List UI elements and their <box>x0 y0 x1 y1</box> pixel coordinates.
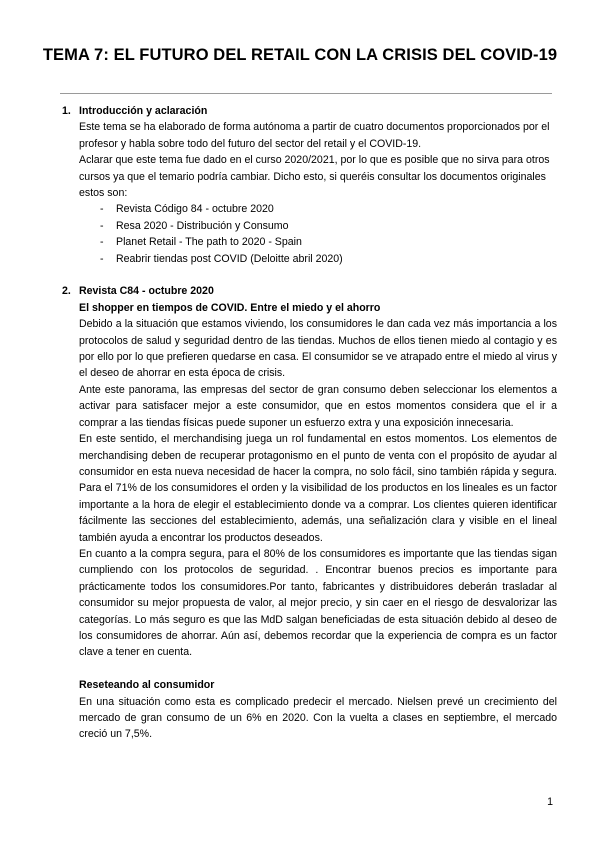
title-divider <box>60 93 552 94</box>
subsection-heading: El shopper en tiempos de COVID. Entre el miedo y el ahorro <box>79 301 381 314</box>
paragraph: Este tema se ha elaborado de forma autónoma a partir de cuatro documentos proporcionados por el profesor y habla sobre todo del futuro del sector del retail y el COVID-19. <box>79 121 550 150</box>
list-item: - Revista Código 84 - octubre 2020 <box>116 201 557 217</box>
page-title: TEMA 7: EL FUTURO DEL RETAIL CON LA CRISIS DEL COVID-19 <box>42 46 558 64</box>
page-number: 1 <box>547 796 553 808</box>
paragraph: Aclarar que este tema fue dado en el curso 2020/2021, por lo que es posible que no sirva para otros cursos ya que el temario podría cambiar. Dicho esto, si queréis consultar los documentos originales estos son: <box>79 154 550 200</box>
paragraph: En una situación como esta es complicado predecir el mercado. Nielsen prevé un crecimiento del mercado de gran consumo de un 6% en 2020. Con la vuelta a clases en septiembre, el mercado creció un 7,5%. <box>79 695 557 741</box>
subsection-heading: Reseteando al consumidor <box>79 679 215 692</box>
section-heading: Introducción y aclaración <box>79 105 208 117</box>
section-heading: Revista C84 - octubre 2020 <box>79 285 214 298</box>
document-body <box>62 103 557 743</box>
list-item: - Reabrir tiendas post COVID (Deloitte abril 2020) <box>116 251 557 267</box>
section-number: 2. <box>62 285 71 298</box>
section-number: 1. <box>62 105 71 117</box>
paragraph: En cuanto a la compra segura, para el 80% de los consumidores es importante que las tiendas sigan cumpliendo con los protocolos de seguridad. . Encontrar buenos precios es importante para prácticamente todos los consumidores.Por tanto, fabricantes y distribuidores deberán trasladar al consumidor su mejor propuesta de valor, al mejor precio, y sin caer en el riesgo de desvalorizar las categorías. Lo más seguro es que las MdD salgan beneficiadas de esta situación debido al deseo de los consumidores de ahorrar. Aún así, debemos recordar que la experiencia de compra es un factor clave a tener en cuenta. <box>79 547 557 659</box>
section-introduccion <box>62 103 557 267</box>
section-revista-c84 <box>62 283 557 742</box>
paragraph: Ante este panorama, las empresas del sector de gran consumo deben seleccionar los elementos a activar para satisfacer mejor a este consumidor, que en estos momentos considera que el ir a comprar a las tiendas físicas puede suponer un esfuerzo extra y una exposición innecesaria. <box>79 383 557 429</box>
list-item: - Planet Retail - The path to 2020 - Spain <box>116 234 557 250</box>
source-documents-list <box>79 201 557 267</box>
paragraph: Debido a la situación que estamos viviendo, los consumidores le dan cada vez más importancia a los protocolos de salud y seguridad dentro de las tiendas. Muchos de ellos tienen miedo al contagio y es por ello por lo que prefieren quedarse en casa. El consumidor se ve atrapado entre el miedo al virus y el deseo de ahorrar en esta época de crisis. <box>79 318 557 380</box>
paragraph: En este sentido, el merchandising juega un rol fundamental en estos momentos. Los elementos de merchandising deben de recuperar protagonismo en el punto de venta con el propósito de ayudar al consumidor en esta nueva necesidad de hacer la compra, no solo fácil, sino también rápida y segura. Para el 71% de los consumidores el orden y la visibilidad de los productos en los lineales es un factor importante a la hora de elegir el establecimiento donde va a comprar. Los clientes quieren identificar fácilmente las secciones del establecimiento, además, una señalización clara y visible en el lineal también ayuda a encontrar los productos deseados. <box>79 433 557 544</box>
list-item: - Resa 2020 - Distribución y Consumo <box>116 218 557 234</box>
